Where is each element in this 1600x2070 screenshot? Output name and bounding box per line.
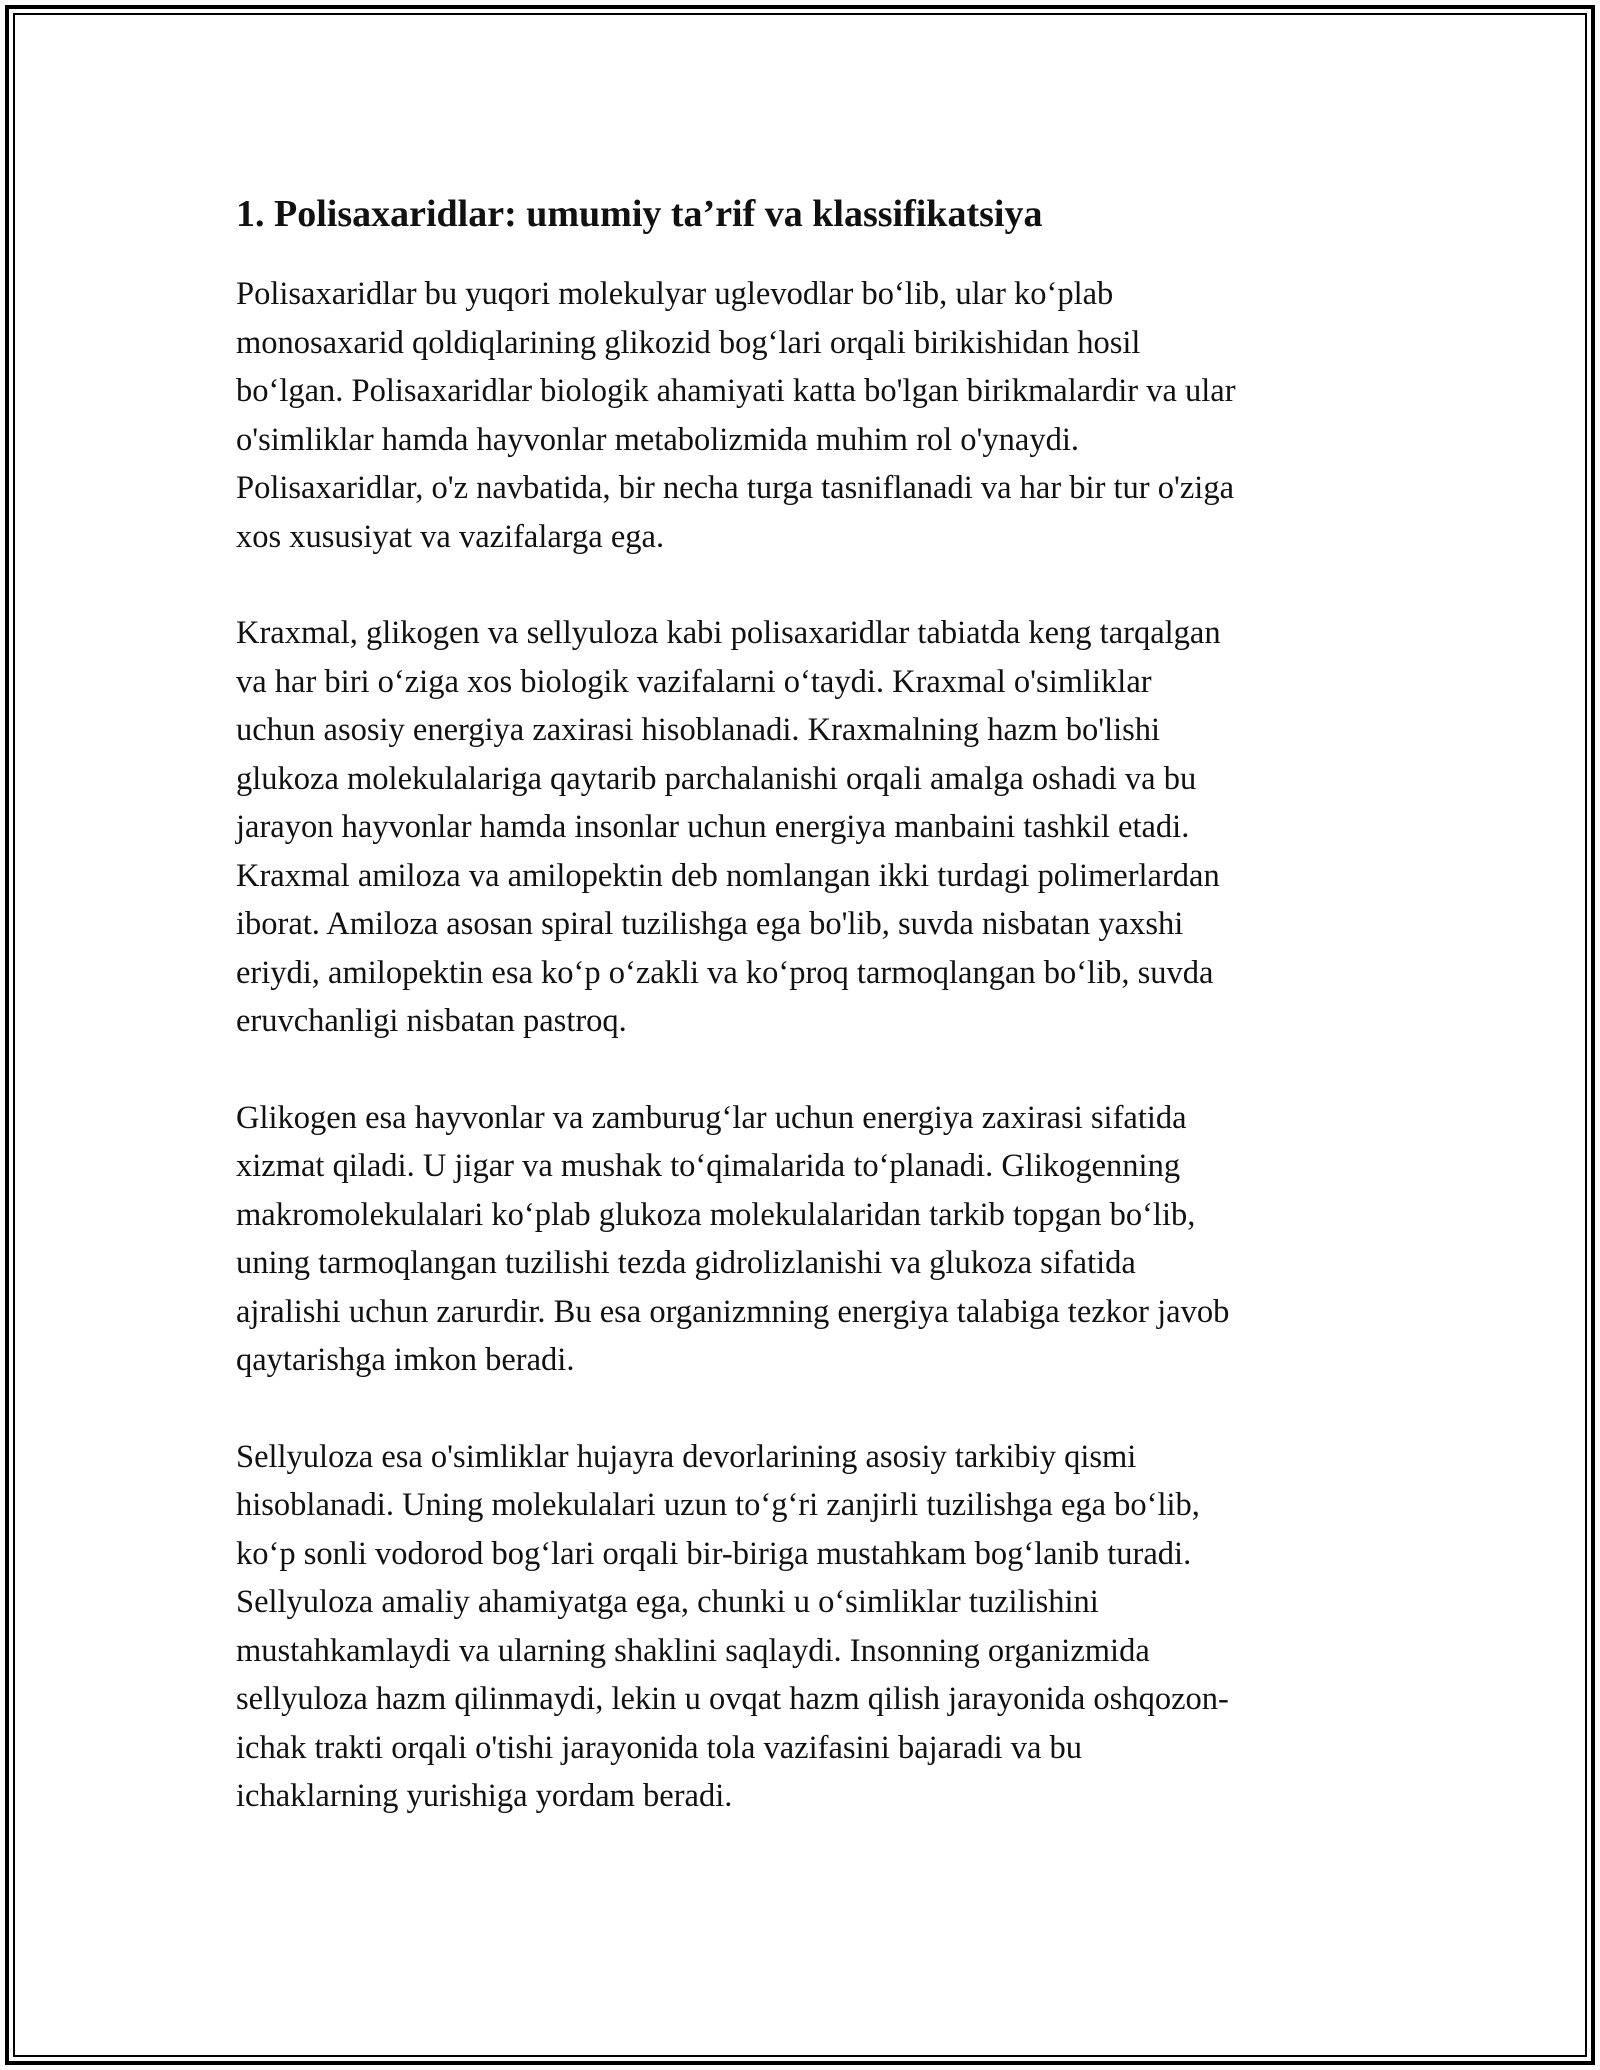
text-line: glukoza molekulalariga qaytarib parchalanishi orqali amalga oshadi va bu [236,760,1197,797]
text-line: Kraxmal amiloza va amilopektin deb nomlangan ikki turdagi polimerlardan [236,857,1220,894]
text-line: Sellyuloza amaliy ahamiyatga ega, chunki u o‘simliklar tuzilishini [236,1584,1099,1620]
text-line: va har biri o‘ziga xos biologik vazifalarni o‘taydi. Kraxmal o'simliklar [236,663,1152,700]
text-line: xos xususiyat va vazifalarga ega. [236,518,665,555]
paragraph-2 [236,609,1376,1046]
text-line: iborat. Amiloza asosan spiral tuzilishga ega bo'lib, suvda nisbatan yaxshi [236,906,1184,942]
text-line: mustahkamlaydi va ularning shaklini saqlaydi. Insonning organizmida [236,1632,1150,1669]
text-line: hisoblanadi. Uning molekulalari uzun to‘g‘ri zanjirli tuzilishga ega bo‘lib, [236,1487,1200,1523]
text-line: Sellyuloza esa o'simliklar hujayra devorlarining asosiy tarkibiy qismi [236,1438,1137,1475]
paragraph-3 [236,1094,1376,1385]
text-line: ko‘p sonli vodorod bog‘lari orqali bir-biriga mustahkam bog‘lanib turadi. [236,1535,1192,1572]
text-line: eruvchanligi nisbatan pastroq. [236,1003,627,1039]
text-line: uchun asosiy energiya zaxirasi hisoblanadi. Kraxmalning hazm bo'lishi [236,712,1161,748]
paragraph-4 [236,1433,1376,1821]
document-body [236,186,1376,1869]
text-line: qaytarishga imkon beradi. [236,1342,575,1378]
paragraph-1 [236,270,1376,561]
text-line: ajralishi uchun zarurdir. Bu esa organizmning energiya talabiga tezkor javob [236,1293,1230,1330]
section-heading: 1. Polisaxaridlar: umumiy ta’rif va klassifikatsiya [236,193,1043,235]
text-line: Glikogen esa hayvonlar va zamburug‘lar uchun energiya zaxirasi sifatida [236,1099,1187,1136]
text-line: monosaxarid qoldiqlarining glikozid bog‘lari orqali birikishidan hosil [236,324,1141,361]
text-line: uning tarmoqlangan tuzilishi tezda gidrolizlanishi va glukoza sifatida [236,1245,1136,1281]
text-line: o'simliklar hamda hayvonlar metabolizmida muhim rol o'ynaydi. [236,421,1079,458]
text-line: ichak trakti orqali o'tishi jarayonida tola vazifasini bajaradi va bu [236,1729,1083,1766]
text-line: Polisaxaridlar, o'z navbatida, bir necha turga tasniflanadi va har bir tur o'ziga [236,470,1234,506]
text-line: sellyuloza hazm qilinmaydi, lekin u ovqat hazm qilish jarayonida oshqozon- [236,1681,1229,1717]
text-line: eriydi, amilopektin esa ko‘p o‘zakli va ko‘proq tarmoqlangan bo‘lib, suvda [236,954,1214,991]
text-line: makromolekulalari ko‘plab glukoza molekulalaridan tarkib topgan bo‘lib, [236,1196,1196,1233]
text-line: Polisaxaridlar bu yuqori molekulyar uglevodlar bo‘lib, ular ko‘plab [236,276,1114,312]
text-line: bo‘lgan. Polisaxaridlar biologik ahamiyati katta bo'lgan birikmalardir va ular [236,373,1236,409]
text-line: Kraxmal, glikogen va sellyuloza kabi polisaxaridlar tabiatda keng tarqalgan [236,615,1221,651]
text-line: xizmat qiladi. U jigar va mushak to‘qimalarida to‘planadi. Glikogenning [236,1148,1181,1184]
text-line: ichaklarning yurishiga yordam beradi. [236,1778,733,1814]
text-line: jarayon hayvonlar hamda insonlar uchun energiya manbaini tashkil etadi. [236,809,1190,845]
